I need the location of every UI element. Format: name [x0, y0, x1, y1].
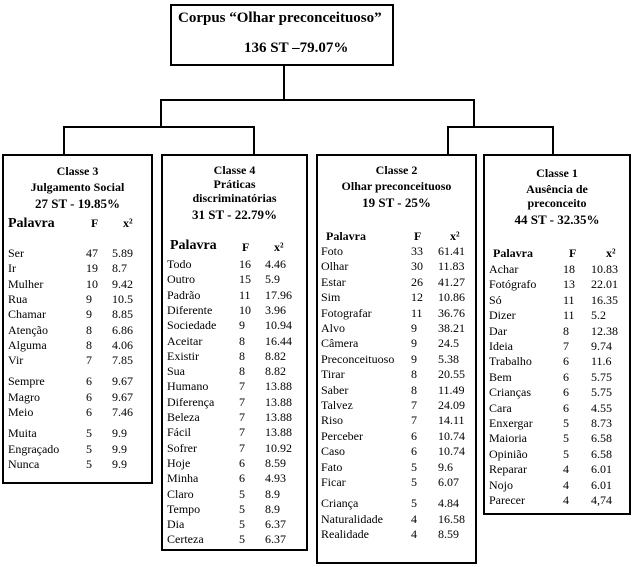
class-3-row-12-word: Muita [8, 426, 37, 440]
class-1-stats: 44 ST - 32.35% [514, 212, 600, 227]
class-1-row-12-x2: 6.58 [591, 431, 612, 445]
class-3-row-4-x2: 10.5 [112, 292, 133, 306]
connector-c4-drop [253, 126, 255, 155]
class-1-row-3-word: Só [489, 293, 502, 307]
class-2-row-5-x2: 36.76 [438, 306, 465, 320]
class-1-row-2-word: Fotógrafo [489, 277, 537, 291]
class-3-row-9-f: 6 [86, 374, 92, 388]
class-2-row-13-x2: 10.74 [438, 429, 465, 443]
class-2-row-10-word: Saber [321, 383, 349, 397]
class-1-row-13-x2: 6.58 [591, 447, 612, 461]
class-4-row-10-x2: 13.88 [265, 395, 292, 409]
class-4-row-18-f: 5 [239, 517, 245, 531]
class-4-row-16-word: Claro [167, 487, 194, 501]
class-1-row-15-word: Nojo [489, 478, 513, 492]
class-2-row-15-word: Fato [321, 460, 343, 474]
class-2-box [316, 154, 477, 564]
class-2-col-x2: x² [450, 229, 460, 243]
class-2-row-16-f: 5 [411, 475, 417, 489]
class-4-row-2-word: Outro [167, 272, 195, 286]
class-2-stats: 19 ST - 25% [362, 195, 431, 210]
class-4-row-9-word: Humano [167, 379, 209, 393]
class-2-row-3-f: 26 [411, 275, 423, 289]
class-1-row-7-f: 6 [563, 354, 569, 368]
class-1-row-10-f: 6 [563, 401, 569, 415]
class-3-row-14-f: 5 [86, 457, 92, 471]
connector-left-drop [160, 99, 162, 127]
class-4-row-17-x2: 8.9 [265, 502, 280, 516]
class-3-row-5-f: 9 [86, 307, 92, 321]
connector-right-bar [284, 99, 475, 101]
class-3-row-2-word: Ir [8, 261, 16, 275]
class-4-row-4-f: 10 [239, 303, 251, 317]
class-3-col-f: F [91, 216, 99, 230]
class-2-row-11-x2: 24.09 [438, 398, 465, 412]
class-4-row-17-f: 5 [239, 502, 245, 516]
class-1-title: Classe 1 [536, 166, 578, 180]
class-2-row-8-f: 9 [411, 352, 417, 366]
class-1-col-x2: x² [606, 246, 616, 260]
class-4-row-3-f: 11 [239, 288, 251, 302]
class-1-row-14-f: 4 [563, 462, 569, 476]
class-3-row-14-word: Nunca [8, 457, 40, 471]
class-4-row-3-word: Padrão [167, 288, 201, 302]
connector-right-span [447, 126, 554, 128]
class-2-row-6-word: Alvo [321, 321, 345, 335]
class-3-row-14-x2: 9.9 [112, 457, 127, 471]
class-3-row-3-x2: 9.42 [112, 277, 133, 291]
class-4-row-15-word: Minha [167, 471, 199, 485]
class-2-row-16-word: Ficar [321, 475, 346, 489]
class-4-row-18-word: Dia [167, 517, 185, 531]
class-2-row-17-x2: 4.84 [438, 496, 459, 510]
class-4-col-word: Palavra [170, 238, 217, 253]
class-2-name: Olhar preconceituoso [341, 179, 452, 193]
class-4-row-18-x2: 6.37 [265, 517, 286, 531]
class-2-row-15-x2: 9.6 [438, 460, 453, 474]
class-4-row-12-word: Fácil [167, 425, 191, 439]
class-1-row-16-f: 4 [563, 493, 569, 507]
class-2-row-9-f: 8 [411, 367, 417, 381]
class-3-row-5-word: Chamar [8, 307, 46, 321]
class-3-row-11-f: 6 [86, 405, 92, 419]
class-2-row-8-x2: 5.38 [438, 352, 459, 366]
class-3-stats: 27 ST - 19.85% [35, 196, 120, 211]
class-1-row-1-f: 18 [563, 262, 575, 276]
class-2-row-18-f: 4 [411, 512, 417, 526]
class-1-row-4-x2: 5.2 [591, 308, 606, 322]
connector-right-drop [473, 99, 475, 127]
class-2-row-9-word: Tirar [321, 367, 345, 381]
class-2-row-19-x2: 8.59 [438, 527, 459, 541]
class-2-row-5-word: Fotografar [321, 306, 372, 320]
class-2-row-14-f: 6 [411, 444, 417, 458]
class-3-box [2, 154, 153, 484]
class-1-row-4-word: Dizer [489, 308, 516, 322]
class-3-row-8-x2: 7.85 [112, 353, 133, 367]
class-4-row-3-x2: 17.96 [265, 288, 292, 302]
class-4-name-line2: discriminatórias [192, 191, 277, 205]
class-4-row-8-f: 8 [239, 364, 245, 378]
class-4-row-6-x2: 16.44 [265, 334, 292, 348]
class-1-row-6-f: 7 [563, 339, 569, 353]
class-1-row-13-f: 5 [563, 447, 569, 461]
class-4-row-14-f: 6 [239, 456, 245, 470]
class-2-row-11-f: 7 [411, 398, 417, 412]
class-1-row-15-x2: 6.01 [591, 478, 612, 492]
class-4-row-8-x2: 8.82 [265, 364, 286, 378]
class-4-title: Classe 4 [213, 163, 256, 177]
class-4-row-2-x2: 5.9 [265, 272, 280, 286]
class-2-row-12-word: Riso [321, 413, 344, 427]
class-2-row-12-x2: 14.11 [438, 413, 465, 427]
class-2-row-4-f: 12 [411, 290, 423, 304]
class-1-row-3-f: 11 [563, 293, 575, 307]
class-4-row-16-f: 5 [239, 487, 245, 501]
class-3-col-x2: x² [123, 216, 133, 230]
class-2-row-18-x2: 16.58 [438, 512, 465, 526]
class-2-col-f: F [414, 229, 422, 243]
class-2-row-13-word: Perceber [321, 429, 363, 443]
class-4-row-13-f: 7 [239, 441, 245, 455]
class-4-row-19-x2: 6.37 [265, 532, 286, 546]
class-4-stats: 31 ST - 22.79% [192, 207, 277, 222]
class-4-row-13-x2: 10.92 [265, 441, 292, 455]
class-2-row-7-x2: 24.5 [438, 336, 459, 350]
class-4-row-6-f: 8 [239, 334, 245, 348]
class-2-row-2-word: Olhar [321, 259, 349, 273]
class-1-row-12-f: 5 [563, 431, 569, 445]
class-1-row-5-x2: 12.38 [591, 324, 618, 338]
class-1-row-4-f: 11 [563, 308, 575, 322]
class-3-row-9-x2: 9.67 [112, 374, 133, 388]
class-4-row-4-word: Diferente [167, 303, 213, 317]
class-1-row-6-word: Ideia [489, 339, 513, 353]
class-3-row-7-word: Alguma [8, 338, 47, 352]
connector-left-span [63, 126, 255, 128]
class-4-row-5-word: Sociedade [167, 318, 217, 332]
class-2-row-7-f: 9 [411, 336, 417, 350]
class-1-row-10-word: Cara [489, 401, 512, 415]
connector-left-bar [160, 99, 285, 101]
class-3-row-4-word: Rua [8, 292, 28, 306]
class-3-row-10-f: 6 [86, 390, 92, 404]
class-1-row-9-word: Crianças [489, 385, 531, 399]
class-2-row-11-word: Talvez [321, 398, 353, 412]
class-2-row-17-word: Criança [321, 496, 359, 510]
class-2-row-17-f: 5 [411, 496, 417, 510]
class-4-name-line1: Práticas [213, 177, 256, 191]
class-2-row-9-x2: 20.55 [438, 367, 465, 381]
class-3-row-5-x2: 8.85 [112, 307, 133, 321]
class-4-row-15-x2: 4.93 [265, 471, 286, 485]
class-1-row-6-x2: 9.74 [591, 339, 612, 353]
class-2-row-19-f: 4 [411, 527, 417, 541]
class-3-row-12-x2: 9.9 [112, 426, 127, 440]
class-3-row-1-x2: 5.89 [112, 246, 133, 260]
class-3-name: Julgamento Social [30, 180, 125, 194]
class-3-row-13-x2: 9.9 [112, 442, 127, 456]
class-3-row-6-x2: 6.86 [112, 323, 133, 337]
class-4-row-10-word: Diferença [167, 395, 215, 409]
class-4-row-7-word: Existir [167, 349, 199, 363]
class-1-row-14-word: Reparar [489, 462, 527, 476]
class-1-row-2-x2: 22.01 [591, 277, 618, 291]
class-1-box [483, 154, 631, 515]
class-1-row-2-f: 13 [563, 277, 575, 291]
class-4-row-1-f: 16 [239, 257, 251, 271]
class-3-row-8-f: 7 [86, 353, 92, 367]
class-2-row-6-f: 9 [411, 321, 417, 335]
class-1-row-10-x2: 4.55 [591, 401, 612, 415]
class-3-row-6-f: 8 [86, 323, 92, 337]
connector-root-down [283, 66, 285, 100]
class-4-row-6-word: Aceitar [167, 334, 203, 348]
class-4-row-11-f: 7 [239, 410, 245, 424]
class-4-row-19-f: 5 [239, 532, 245, 546]
class-4-row-9-f: 7 [239, 379, 245, 393]
class-1-row-8-word: Bem [489, 370, 512, 384]
class-1-row-5-word: Dar [489, 324, 507, 338]
class-3-row-3-word: Mulher [8, 277, 44, 291]
class-4-row-10-f: 7 [239, 395, 245, 409]
class-3-row-7-f: 8 [86, 338, 92, 352]
class-3-row-7-x2: 4.06 [112, 338, 133, 352]
class-2-row-2-x2: 11.83 [438, 259, 465, 273]
class-2-row-3-x2: 41.27 [438, 275, 465, 289]
class-4-row-14-x2: 8.59 [265, 456, 286, 470]
class-4-row-16-x2: 8.9 [265, 487, 280, 501]
class-4-row-2-f: 15 [239, 272, 251, 286]
class-1-row-3-x2: 16.35 [591, 293, 618, 307]
class-2-row-6-x2: 38.21 [438, 321, 465, 335]
class-2-row-10-x2: 11.49 [438, 383, 465, 397]
class-2-col-word: Palavra [326, 229, 366, 243]
class-2-row-2-f: 30 [411, 259, 423, 273]
corpus-stats: 136 ST –79.07% [244, 40, 349, 56]
class-2-row-16-x2: 6.07 [438, 475, 459, 489]
class-1-row-7-word: Trabalho [489, 354, 532, 368]
class-1-row-9-f: 6 [563, 385, 569, 399]
class-4-col-f: F [242, 240, 250, 254]
class-4-col-x2: x² [274, 240, 284, 254]
class-1-row-11-f: 5 [563, 416, 569, 430]
class-2-row-13-f: 6 [411, 429, 417, 443]
class-2-row-14-word: Caso [321, 444, 345, 458]
class-4-row-14-word: Hoje [167, 456, 191, 470]
class-1-row-1-word: Achar [489, 262, 519, 276]
class-1-row-1-x2: 10.83 [591, 262, 618, 276]
class-4-row-11-word: Beleza [167, 410, 200, 424]
class-4-row-1-word: Todo [167, 257, 192, 271]
class-2-row-12-f: 7 [411, 413, 417, 427]
class-1-row-5-f: 8 [563, 324, 569, 338]
class-4-row-9-x2: 13.88 [265, 379, 292, 393]
class-3-row-12-f: 5 [86, 426, 92, 440]
class-3-row-13-word: Engraçado [8, 442, 60, 456]
class-3-row-10-word: Magro [8, 390, 40, 404]
class-1-row-15-f: 4 [563, 478, 569, 492]
class-3-row-10-x2: 9.67 [112, 390, 133, 404]
class-4-row-15-f: 6 [239, 471, 245, 485]
class-3-row-9-word: Sempre [8, 374, 45, 388]
class-2-row-10-f: 8 [411, 383, 417, 397]
class-2-row-1-f: 33 [411, 244, 423, 258]
class-4-box [161, 154, 308, 551]
class-4-row-7-f: 8 [239, 349, 245, 363]
class-1-col-f: F [569, 246, 577, 260]
class-4-row-11-x2: 13.88 [265, 410, 292, 424]
class-2-row-15-f: 5 [411, 460, 417, 474]
class-1-row-13-word: Opinião [489, 447, 528, 461]
class-3-row-13-f: 5 [86, 442, 92, 456]
class-4-row-1-x2: 4.46 [265, 257, 286, 271]
class-3-col-word: Palavra [8, 216, 55, 231]
class-4-row-7-x2: 8.82 [265, 349, 286, 363]
class-3-row-11-word: Meio [8, 405, 34, 419]
class-3-row-2-f: 19 [86, 261, 98, 275]
class-2-row-14-x2: 10.74 [438, 444, 465, 458]
class-2-row-18-word: Naturalidade [321, 512, 383, 526]
class-1-row-11-word: Enxergar [489, 416, 533, 430]
corpus-title: Corpus “Olhar preconceituoso” [178, 10, 382, 26]
class-1-row-14-x2: 6.01 [591, 462, 612, 476]
class-2-row-4-word: Sim [321, 290, 341, 304]
class-3-row-11-x2: 7.46 [112, 405, 133, 419]
class-1-name-line1: Ausência de [526, 182, 588, 196]
class-1-row-16-x2: 4,74 [591, 493, 612, 507]
class-2-row-1-word: Foto [321, 244, 344, 258]
class-2-title: Classe 2 [375, 163, 418, 177]
class-1-row-16-word: Parecer [489, 493, 525, 507]
class-4-row-13-word: Sofrer [167, 441, 197, 455]
class-1-row-11-x2: 8.73 [591, 416, 612, 430]
class-4-row-4-x2: 3.96 [265, 303, 286, 317]
class-3-row-2-x2: 8.7 [112, 261, 127, 275]
class-1-name-line2: preconceito [527, 196, 587, 210]
class-2-row-1-x2: 61.41 [438, 244, 465, 258]
class-4-row-12-x2: 13.88 [265, 425, 292, 439]
connector-c1-drop [552, 126, 554, 154]
class-1-row-8-f: 6 [563, 370, 569, 384]
class-4-row-8-word: Sua [167, 364, 185, 378]
connector-c2-drop [447, 126, 449, 154]
class-3-row-4-f: 9 [86, 292, 92, 306]
class-1-row-12-word: Maioria [489, 431, 527, 445]
connector-c3-drop [63, 126, 65, 155]
class-2-row-8-word: Preconceituoso [321, 352, 395, 366]
class-3-row-8-word: Vir [8, 353, 24, 367]
class-4-row-17-word: Tempo [167, 502, 201, 516]
class-3-row-1-f: 47 [86, 246, 98, 260]
class-1-row-9-x2: 5.75 [591, 385, 612, 399]
class-2-row-4-x2: 10.86 [438, 290, 465, 304]
class-3-title: Classe 3 [56, 164, 99, 178]
class-4-row-12-f: 7 [239, 425, 245, 439]
class-1-col-word: Palavra [493, 246, 533, 260]
class-3-row-1-word: Ser [8, 246, 24, 260]
class-4-row-5-x2: 10.94 [265, 318, 292, 332]
class-4-row-5-f: 9 [239, 318, 245, 332]
class-4-row-19-word: Certeza [167, 532, 204, 546]
class-3-row-6-word: Atenção [8, 323, 48, 337]
class-2-row-19-word: Realidade [321, 527, 369, 541]
class-3-row-3-f: 10 [86, 277, 98, 291]
class-2-row-5-f: 11 [411, 306, 423, 320]
class-1-row-8-x2: 5.75 [591, 370, 612, 384]
class-1-row-7-x2: 11.6 [591, 354, 612, 368]
class-2-row-7-word: Câmera [321, 336, 359, 350]
class-2-row-3-word: Estar [321, 275, 346, 289]
